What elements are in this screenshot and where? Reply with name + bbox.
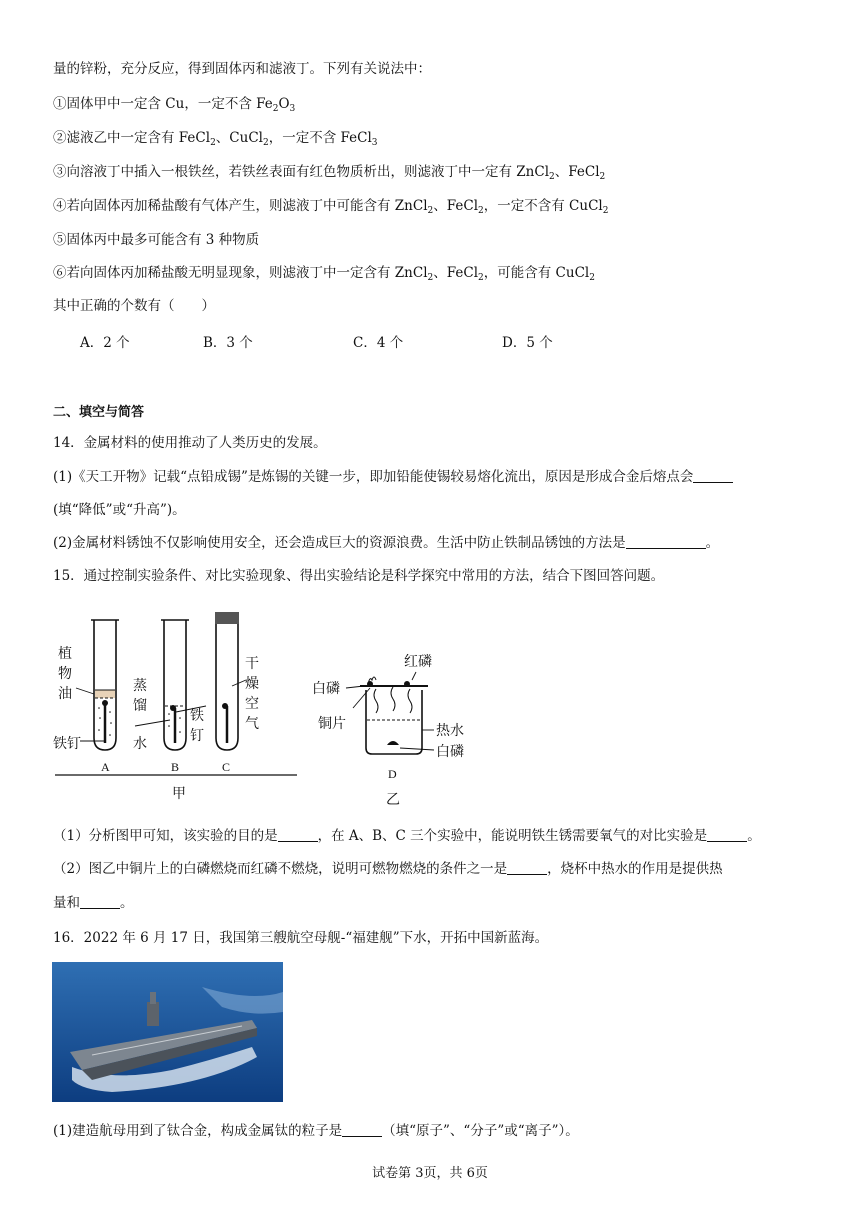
answer-blank[interactable] — [693, 469, 733, 483]
q13-statement-1: ①固体甲中一定含 Cu，一定不含 $Fe_2O_3$ — [53, 96, 296, 114]
q15-part-2b: 量和 。 — [53, 895, 134, 911]
label-white-phosphorus: 白磷 — [312, 681, 340, 697]
option-a: A．2 个 — [80, 335, 130, 351]
answer-blank[interactable] — [80, 895, 120, 909]
answer-blank[interactable] — [626, 535, 706, 549]
q13-statement-2: ②滤液乙中一定含有 FeCl$_2$、CuCl$_2$，一定不含 FeCl$_3$ — [53, 130, 378, 148]
label-air-1: 干 — [245, 656, 259, 672]
option-b: B．3 个 — [203, 335, 253, 351]
q16-part-1: (1)建造航母用到了钛合金，构成金属钛的粒子是 （填“原子”、“分子”或“离子”）。 — [53, 1123, 579, 1139]
page-footer: 试卷第 3页，共 6页 — [372, 1166, 488, 1181]
q16-stem: 16．2022 年 6 月 17 日，我国第三艘航空母舰-“福建舰”下水，开拓中国新蓝海。 — [53, 930, 549, 946]
label-b: B — [171, 760, 180, 774]
q13-statement-5: ⑤固体丙中最多可能含有 3 种物质 — [53, 232, 260, 248]
q15-part-1: （1）分析图甲可知，该实验的目的是 ，在 A、B、C 三个实验中，能说明铁生锈需要氧气的对比实验是 。 — [53, 828, 761, 844]
option-d: D．5 个 — [502, 335, 553, 351]
label-oil-1: 植 — [58, 646, 72, 662]
label-oil-2: 物 — [58, 666, 72, 682]
q14-part-1b: (填“降低”或“升高”)。 — [53, 502, 186, 518]
answer-blank[interactable] — [507, 861, 547, 875]
label-water-1: 蒸 — [133, 678, 147, 694]
label-copper-plate: 铜片 — [318, 716, 346, 732]
answer-blank[interactable] — [707, 828, 747, 842]
q13-statement-3: ③向溶液丁中插入一根铁丝，若铁丝表面有红色物质析出，则滤液丁中一定有 ZnCl$_2$、FeCl$_2$ — [53, 164, 606, 182]
q14-part-1: (1)《天工开物》记载“点铅成锡”是炼锡的关键一步，即加铅能使锡较易熔化流出，原因是形成合金后熔点会 — [53, 468, 733, 486]
label-water-3: 水 — [133, 736, 147, 752]
label-nail-b-2: 钉 — [190, 728, 204, 744]
label-white-phosphorus-2: 白磷 — [436, 744, 464, 760]
option-c: C．4 个 — [353, 335, 404, 351]
q13-statement-4: ④若向固体丙加稀盐酸有气体产生，则滤液丁中可能含有 ZnCl$_2$、FeCl$_2$，一定不含有 CuCl$_2$ — [53, 198, 609, 216]
label-nail-b-1: 铁 — [190, 708, 204, 724]
answer-blank[interactable] — [278, 828, 318, 842]
test-tube-b — [161, 620, 189, 750]
label-nail-a: 铁钉 — [53, 736, 81, 752]
q13-question: 其中正确的个数有（ ） — [53, 298, 215, 314]
experiment-figure — [50, 608, 530, 818]
section-heading: 二、填空与简答 — [53, 405, 145, 420]
q14-stem: 14．金属材料的使用推动了人类历史的发展。 — [53, 435, 327, 451]
label-jia: 甲 — [172, 786, 186, 802]
answer-blank[interactable] — [342, 1123, 382, 1137]
label-oil-3: 油 — [58, 686, 72, 702]
label-air-3: 空 — [245, 696, 259, 712]
q15-part-2: （2）图乙中铜片上的白磷燃烧而红磷不燃烧，说明可燃物燃烧的条件之一是 ，烧杯中热水的作用是提供热 — [53, 861, 723, 877]
label-red-phosphorus: 红磷 — [404, 654, 432, 670]
aircraft-carrier-photo — [52, 962, 283, 1102]
label-air-4: 气 — [245, 716, 259, 732]
label-hot-water: 热水 — [436, 723, 464, 739]
q13-intro: 量的锌粉，充分反应，得到固体丙和滤液丁。下列有关说法中： — [53, 61, 431, 77]
q14-part-2: (2)金属材料锈蚀不仅影响使用安全，还会造成巨大的资源浪费。生活中防止铁制品锈蚀的方法是 。 — [53, 535, 720, 551]
label-d: D — [388, 767, 397, 781]
label-yi: 乙 — [386, 792, 400, 808]
label-a: A — [101, 760, 110, 774]
q13-statement-6: ⑥若向固体丙加稀盐酸无明显现象，则滤液丁中一定含有 ZnCl$_2$、FeCl$_2$，可能含有 CuCl$_2$ — [53, 265, 595, 283]
test-tube-c — [215, 612, 239, 750]
label-c: C — [222, 760, 231, 774]
beaker — [360, 677, 428, 754]
label-water-2: 馏 — [133, 698, 147, 714]
label-air-2: 燥 — [245, 676, 259, 692]
test-tube-a — [91, 620, 119, 750]
q15-stem: 15．通过控制实验条件、对比实验现象、得出实验结论是科学探究中常用的方法，结合下图回答问题。 — [53, 568, 665, 584]
